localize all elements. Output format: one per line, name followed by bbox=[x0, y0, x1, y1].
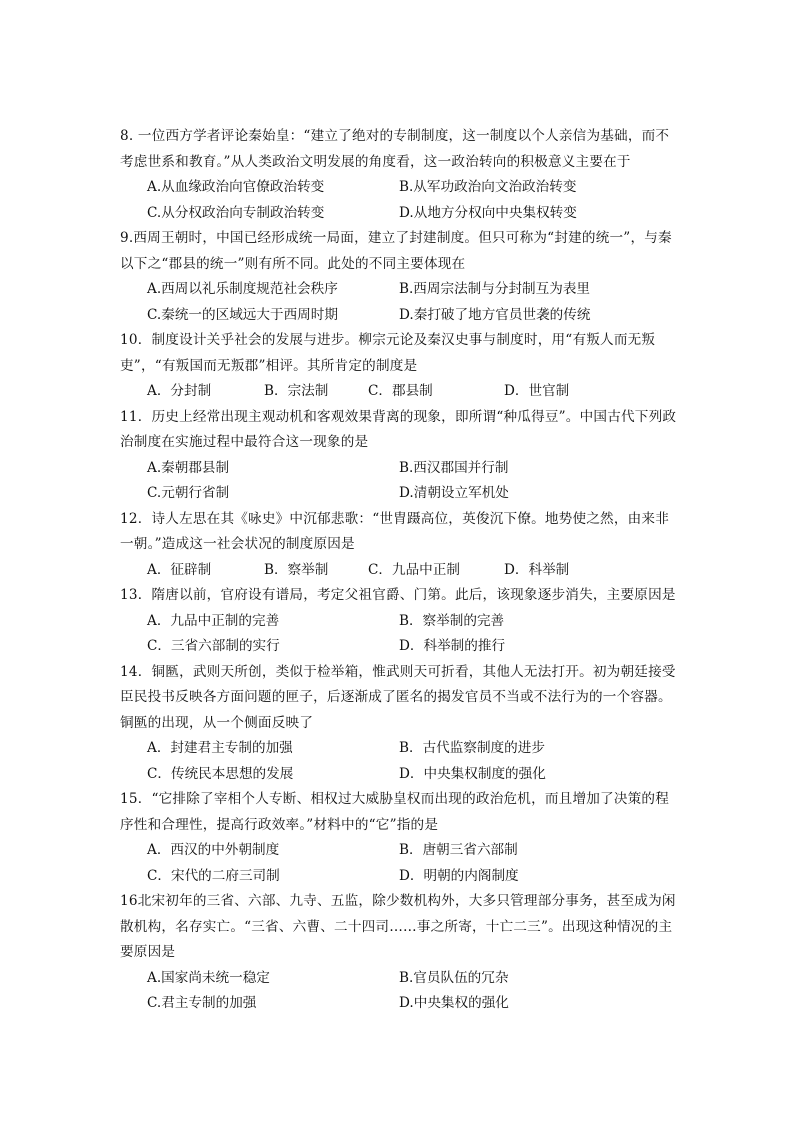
option-row bbox=[120, 762, 678, 788]
option-b[interactable]: B．宗法制 bbox=[264, 383, 329, 399]
option-d[interactable]: D.从地方分权向中央集权转变 bbox=[399, 204, 577, 221]
question-stem: 15．“它排除了宰相个人专断、相权过大威胁皇权而出现的政治危机，而且增加了决策的程序性和合理性，提高行政效率。”材料中的“它”指的是 bbox=[120, 791, 670, 833]
option-row bbox=[120, 991, 678, 1017]
option-a[interactable]: A．西汉的中外朝制度 bbox=[147, 842, 280, 858]
option-c[interactable]: C．九品中正制 bbox=[368, 561, 460, 578]
option-row bbox=[120, 456, 678, 482]
option-d[interactable]: D.秦打破了地方官员世袭的传统 bbox=[399, 306, 591, 323]
option-a[interactable]: A．九品中正制的完善 bbox=[147, 612, 280, 629]
question-stem: 10．制度设计关乎社会的发展与进步。柳宗元论及秦汉史事与制度时，用“有叛人而无叛吏”，“有叛国而无叛郡”相评。其所肯定的制度是 bbox=[120, 332, 656, 374]
option-row bbox=[120, 201, 678, 227]
option-c[interactable]: C.从分权政治向专制政治转变 bbox=[147, 204, 325, 221]
question-13 bbox=[120, 583, 678, 660]
option-d[interactable]: D．中央集权制度的强化 bbox=[399, 765, 546, 782]
option-row bbox=[120, 736, 678, 762]
option-row bbox=[120, 175, 678, 201]
question-stem: 12．诗人左思在其《咏史》中沉郁悲歌：“世胄蹑高位，英俊沉下僚。地势使之然，由来非一朝。”造成这一社会状况的制度原因是 bbox=[120, 510, 670, 552]
question-14 bbox=[120, 660, 678, 788]
option-b[interactable]: B．古代监察制度的进步 bbox=[399, 740, 545, 756]
question-11 bbox=[120, 405, 678, 507]
option-row bbox=[120, 379, 678, 405]
option-b[interactable]: B．唐朝三省六部制 bbox=[399, 842, 518, 858]
option-c[interactable]: C．郡县制 bbox=[368, 383, 433, 399]
option-a[interactable]: A．封建君主专制的加强 bbox=[147, 740, 293, 756]
question-15 bbox=[120, 787, 678, 889]
option-row bbox=[120, 481, 678, 507]
option-b[interactable]: B.从军功政治向文治政治转变 bbox=[399, 179, 577, 195]
option-c[interactable]: C.秦统一的区域远大于西周时期 bbox=[147, 306, 338, 323]
option-a[interactable]: A．征辟制 bbox=[147, 561, 212, 578]
option-a[interactable]: A.秦朝郡县制 bbox=[147, 459, 230, 476]
option-d[interactable]: D．科举制的推行 bbox=[399, 638, 506, 654]
question-stem: 14．铜匦，武则天所创，类似于检举箱，惟武则天可折看，其他人无法打开。初为朝廷接受臣民投书反映各方面问题的匣子，后逐渐成了匿名的揭发官员不当或不法行为的一个容器。铜匦的出现，从一个侧面反映了 bbox=[120, 663, 676, 731]
option-d[interactable]: D．科举制 bbox=[504, 561, 570, 578]
question-12 bbox=[120, 507, 678, 584]
option-b[interactable]: B．察举制的完善 bbox=[399, 612, 505, 629]
option-a[interactable]: A.从血缘政治向官僚政治转变 bbox=[147, 179, 325, 195]
question-stem: 11．历史上经常出现主观动机和客观效果背离的现象，即所谓“种瓜得豆”。中国古代下列政治制度在实施过程中最符合这一现象的是 bbox=[120, 408, 677, 450]
option-b[interactable]: B．察举制 bbox=[264, 561, 329, 578]
option-d[interactable]: D．明朝的内阁制度 bbox=[399, 867, 519, 884]
option-c[interactable]: C.君主专制的加强 bbox=[147, 995, 257, 1011]
option-d[interactable]: D.中央集权的强化 bbox=[399, 995, 509, 1011]
option-row bbox=[120, 966, 678, 992]
option-row bbox=[120, 634, 678, 660]
option-c[interactable]: C．传统民本思想的发展 bbox=[147, 765, 294, 782]
question-stem: 8. 一位西方学者评论秦始皇：“建立了绝对的专制制度，这一制度以个人亲信为基础，而不考虑世系和教育。”从人类政治文明发展的角度看，这一政治转向的积极意义主要在于 bbox=[120, 128, 670, 170]
option-b[interactable]: B.西周宗法制与分封制互为表里 bbox=[399, 281, 591, 297]
option-c[interactable]: C.元朝行省制 bbox=[147, 485, 230, 501]
option-row bbox=[120, 838, 678, 864]
option-a[interactable]: A．分封制 bbox=[147, 383, 212, 399]
question-stem: 13．隋唐以前，官府设有谱局，考定父祖官爵、门第。此后，该现象逐步消失，主要原因是 bbox=[120, 587, 676, 603]
option-row bbox=[120, 558, 678, 584]
option-row bbox=[120, 303, 678, 329]
option-c[interactable]: C．宋代的二府三司制 bbox=[147, 867, 280, 884]
question-stem: 16北宋初年的三省、六部、九寺、五监，除少数机构外，大多只管理部分事务，甚至成为闲散机构，名存实亡。“三省、六曹、二十四司……事之所寄，十亡二三”。出现这种情况的主要原因是 bbox=[120, 893, 676, 960]
question-9 bbox=[120, 226, 678, 328]
option-a[interactable]: A.西周以礼乐制度规范社会秩序 bbox=[147, 281, 338, 297]
question-list bbox=[120, 124, 678, 1017]
option-a[interactable]: A.国家尚未统一稳定 bbox=[147, 969, 270, 986]
option-b[interactable]: B.西汉郡国并行制 bbox=[399, 459, 509, 476]
option-row bbox=[120, 277, 678, 303]
option-b[interactable]: B.官员队伍的冗杂 bbox=[399, 969, 509, 986]
question-10 bbox=[120, 328, 678, 405]
question-stem: 9.西周王朝时，中国已经形成统一局面，建立了封建制度。但只可称为“封建的统一”，与秦以下之“郡县的统一”则有所不同。此处的不同主要体现在 bbox=[120, 230, 672, 272]
question-8 bbox=[120, 124, 678, 226]
option-c[interactable]: C．三省六部制的实行 bbox=[147, 638, 280, 654]
option-d[interactable]: D.清朝设立军机处 bbox=[399, 485, 509, 501]
option-row bbox=[120, 864, 678, 890]
question-16 bbox=[120, 889, 678, 1017]
option-d[interactable]: D．世官制 bbox=[504, 383, 570, 399]
option-row bbox=[120, 609, 678, 635]
